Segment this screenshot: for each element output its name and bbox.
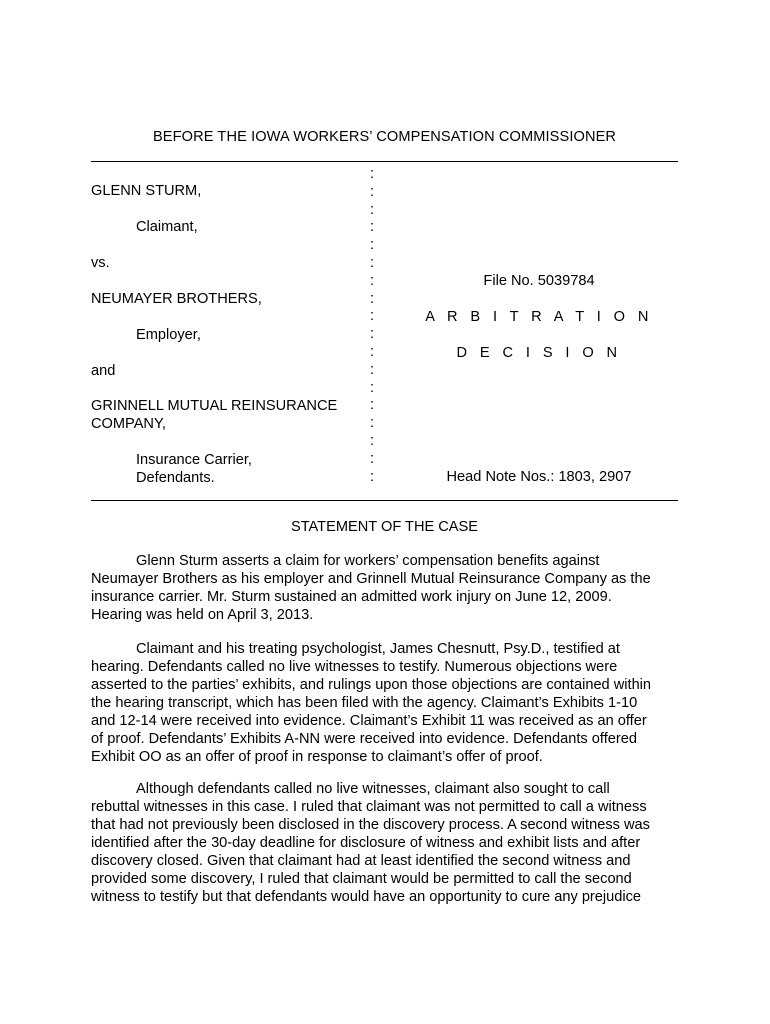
carrier-name-line2: COMPANY,: [91, 416, 166, 432]
paragraph-line: insurance carrier. Mr. Sturm sustained an admitted work injury on June 12, 2009.: [91, 589, 612, 605]
employer-role: Employer,: [136, 327, 201, 343]
caption-colon: :: [370, 219, 375, 236]
paragraph-line: Neumayer Brothers as his employer and Grinnell Mutual Reinsurance Company as the: [91, 571, 651, 587]
paragraph-line: hearing. Defendants called no live witnesses to testify. Numerous objections were: [91, 659, 618, 675]
and-label: and: [91, 363, 116, 379]
paragraph-line: identified after the 30-day deadline for disclosure of witness and exhibit lists and after: [91, 835, 641, 851]
paragraph-line: that had not previously been disclosed in the discovery process. A second witness was: [91, 817, 650, 833]
caption-colon: :: [370, 272, 375, 289]
caption-colon: :: [370, 361, 375, 378]
paragraph-line: Exhibit OO as an offer of proof in response to claimant’s offer of proof.: [91, 749, 543, 765]
caption-colon: :: [370, 255, 375, 271]
caption-colon: :: [370, 415, 375, 432]
decision-word: D E C I S I O N: [456, 345, 622, 361]
decision-type: A R B I T R A T I O N: [425, 309, 653, 325]
caption-colon: :: [370, 308, 375, 325]
caption-colon: :: [370, 379, 375, 396]
carrier-role: Insurance Carrier,: [136, 452, 252, 468]
caption-colon: :: [370, 397, 375, 414]
paragraph-line: Hearing was held on April 3, 2013.: [91, 607, 314, 623]
paragraph-line: of proof. Defendants’ Exhibits A-NN were received into evidence. Defendants offered: [91, 731, 637, 747]
claimant-role: Claimant,: [136, 219, 198, 235]
caption-colon: :: [370, 290, 375, 307]
file-number: File No. 5039784: [483, 273, 595, 289]
paragraph-1: [91, 552, 679, 624]
caption-colon: :: [370, 450, 375, 467]
paragraph-line: discovery closed. Given that claimant had at least identified the second witness and: [91, 853, 631, 869]
defendants-label: Defendants.: [136, 470, 215, 486]
paragraph-line: and 12-14 were received into evidence. Claimant’s Exhibit 11 was received as an offer: [91, 713, 647, 729]
paragraph-line: asserted to the parties’ exhibits, and rulings upon those objections are contained within: [91, 677, 652, 693]
paragraph-2: [91, 640, 679, 766]
paragraph-line: Claimant and his treating psychologist, James Chesnutt, Psy.D., testified at: [136, 641, 620, 657]
paragraph-line: provided some discovery, I ruled that claimant would be permitted to call the second: [91, 871, 632, 887]
page-title: BEFORE THE IOWA WORKERS’ COMPENSATION COMMISSIONER: [152, 129, 617, 145]
paragraph-line: Although defendants called no live witnesses, claimant also sought to call: [136, 781, 610, 797]
caption-colon: :: [370, 166, 375, 182]
employer-name: NEUMAYER BROTHERS,: [91, 291, 262, 307]
caption-colon: :: [370, 344, 375, 360]
caption-colon: :: [370, 433, 375, 449]
caption-top-rule: [91, 161, 678, 162]
section-heading: STATEMENT OF THE CASE: [290, 519, 479, 535]
claimant-name: GLENN STURM,: [91, 183, 202, 199]
caption-colon: :: [370, 237, 375, 254]
caption-colon: :: [370, 201, 375, 218]
paragraph-line: witness to testify but that defendants would have an opportunity to cure any prejudice: [91, 889, 642, 905]
carrier-name-line1: GRINNELL MUTUAL REINSURANCE: [91, 398, 338, 414]
paragraph-line: Glenn Sturm asserts a claim for workers’ compensation benefits against: [136, 553, 600, 569]
paragraph-3: [91, 780, 679, 906]
head-note-numbers: Head Note Nos.: 1803, 2907: [446, 469, 632, 485]
versus-label: vs.: [91, 255, 110, 271]
paragraph-line: rebuttal witnesses in this case. I ruled that claimant was not permitted to call a witness: [91, 799, 647, 815]
caption-colon: :: [370, 326, 375, 343]
paragraph-line: the hearing transcript, which has been filed with the agency. Claimant’s Exhibits 1-10: [91, 695, 638, 711]
caption-colon: :: [370, 468, 375, 485]
caption-colon: :: [370, 183, 375, 200]
caption-bottom-rule: [91, 500, 678, 501]
